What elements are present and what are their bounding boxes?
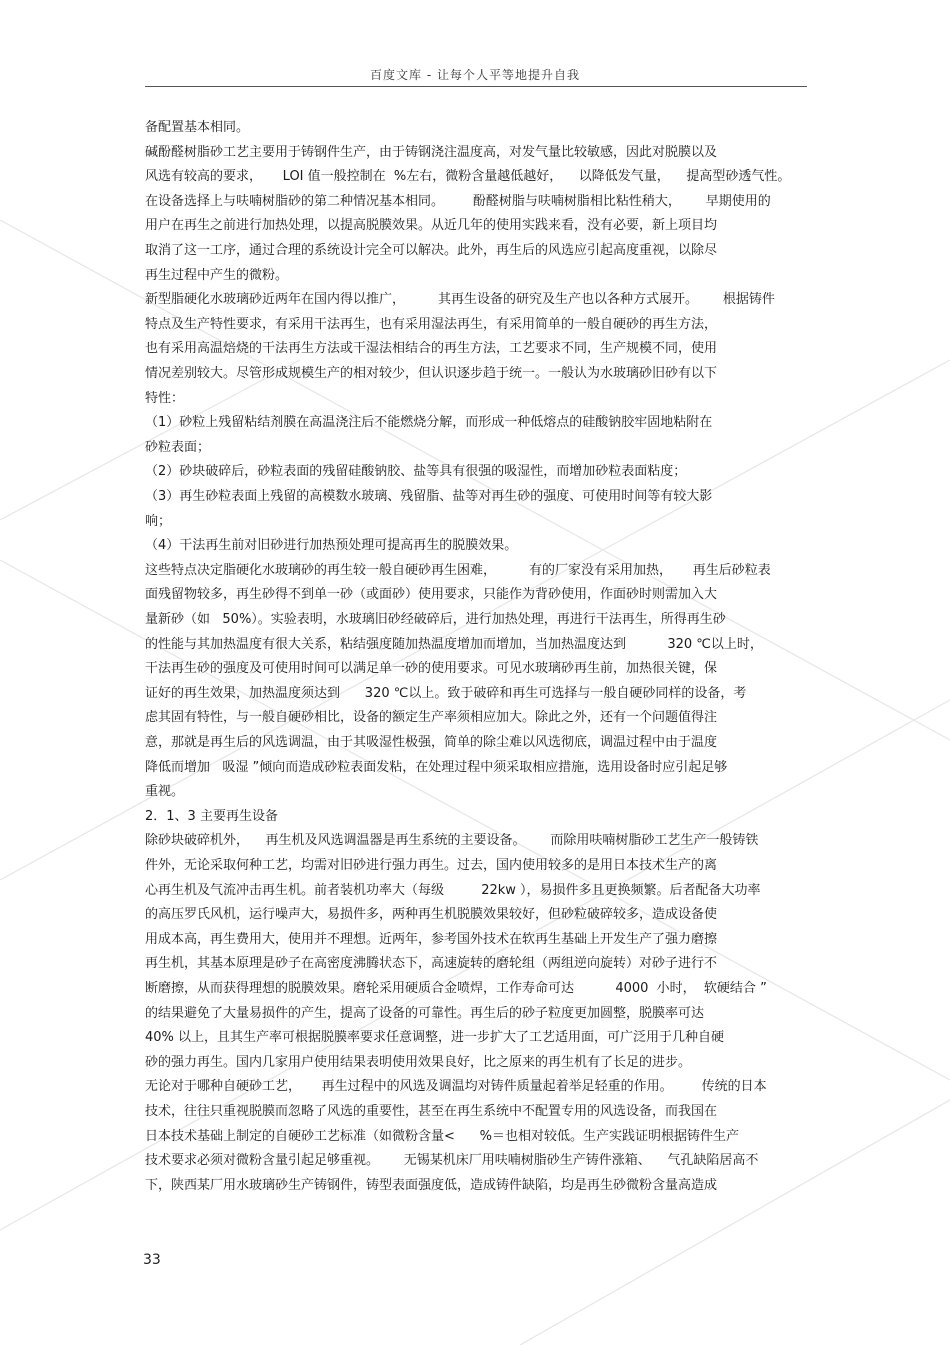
text-line: 响； xyxy=(145,513,172,529)
header-rule xyxy=(145,86,807,87)
text-line: 量新砂（如 50%）。实验表明，水玻璃旧砂经破碎后，进行加热处理，再进行干法再生，所得再生砂 xyxy=(145,612,726,627)
text-line: 技术要求必须对微粉含量引起足够重视。 无锡某机床厂用呋喃树脂砂生产铸件涨箱、 气孔缺陷居高不 xyxy=(145,1153,759,1169)
text-line: 除砂块破碎机外， 再生机及风选调温器是再生系统的主要设备。 而除用呋喃树脂砂工艺生产一般铸铁 xyxy=(145,833,759,849)
text-line: 心再生机及气流冲击再生机。前者装机功率大（每级 22kw ），易损件多且更换频繁。后者配备大功率 xyxy=(145,882,761,898)
text-line: 2．1、3 主要再生设备 xyxy=(145,808,278,824)
text-line: 风选有较高的要求， LOI 值一般控制在 %左右，微粉含量越低越好， 以降低发气量， 提高型砂透气性。 xyxy=(145,169,791,185)
text-line: 重视。 xyxy=(145,784,185,800)
text-line: （3）再生砂粒表面上残留的高模数水玻璃、残留脂、盐等对再生砂的强度、可使用时间等有较大影 xyxy=(145,489,713,504)
text-line: 新型脂硬化水玻璃砂近两年在国内得以推广， 其再生设备的研究及生产也以各种方式展开。 根据铸件 xyxy=(145,292,775,308)
text-line: 这些特点决定脂硬化水玻璃砂的再生较一般自硬砂再生困难， 有的厂家没有采用加热， 再生后砂粒表 xyxy=(145,562,771,578)
text-line: 备配置基本相同。 xyxy=(145,120,250,135)
text-line: （2）砂块破碎后，砂粒表面的残留硅酸钠胶、盐等具有很强的吸湿性，而增加砂粒表面粘度； xyxy=(145,464,687,480)
text-line: 的高压罗氏风机，运行噪声大，易损件多，两种再生机脱膜效果较好，但砂粒破碎较多，造成设备使 xyxy=(145,907,718,923)
text-line: 无论对于哪种自硬砂工艺， 再生过程中的风选及调温均对铸件质量起着举足轻重的作用。 传统的日本 xyxy=(145,1079,767,1095)
text-line: 的性能与其加热温度有很大关系，粘结强度随加热温度增加而增加，当加热温度达到 320 ℃以上时， xyxy=(145,636,763,652)
text-line: 在设备选择上与呋喃树脂砂的第二种情况基本相同。 酚醛树脂与呋喃树脂相比粘性稍大， 早期使用的 xyxy=(145,193,771,209)
text-line: 断磨擦，从而获得理想的脱膜效果。磨轮采用硬质合金喷焊，工作寿命可达 4000 小时， 软硬结合 ” xyxy=(145,981,767,996)
text-line: 日本技术基础上制定的自硬砂工艺标准（如微粉含量< %＝也相对较低。生产实践证明根据铸件生产 xyxy=(145,1128,740,1144)
text-line: 技术，往往只重视脱膜而忽略了风选的重要性，甚至在再生系统中不配置专用的风选设备，而我国在 xyxy=(145,1104,718,1119)
text-line: 砂粒表面； xyxy=(145,439,211,455)
text-line: 再生机，其基本原理是砂子在高密度沸腾状态下，高速旋转的磨轮组（两组逆向旋转）对砂子进行不 xyxy=(145,956,718,972)
text-line: 砂的强力再生。国内几家用户使用结果表明使用效果良好，比之原来的再生机有了长足的进步。 xyxy=(145,1054,692,1070)
text-line: 再生过程中产生的微粉。 xyxy=(145,267,289,283)
text-line: 面残留物较多，再生砂得不到单一砂（或面砂）使用要求，只能作为背砂使用，作面砂时则需加入大 xyxy=(145,587,718,603)
text-line: 用户在再生之前进行加热处理，以提高脱膜效果。从近几年的使用实践来看，没有必要，新上项目均 xyxy=(145,218,718,234)
text-line: 意，那就是再生后的风选调温，由于其吸湿性极强，简单的除尘难以风选彻底，调温过程中由于温度 xyxy=(145,735,718,750)
text-line: 虑其固有特性，与一般自硬砂相比，设备的额定生产率须相应加大。除此之外，还有一个问题值得注 xyxy=(145,710,718,726)
text-line: （4）干法再生前对旧砂进行加热预处理可提高再生的脱膜效果。 xyxy=(145,538,518,554)
text-line: 下，陕西某厂用水玻璃砂生产铸钢件，铸型表面强度低，造成铸件缺陷，均是再生砂微粉含量高造成 xyxy=(145,1177,718,1193)
text-line: 用成本高，再生费用大，使用并不理想。近两年，参考国外技术在软再生基础上开发生产了强力磨擦 xyxy=(145,931,718,947)
text-line: 碱酚醛树脂砂工艺主要用于铸钢件生产，由于铸钢浇注温度高，对发气量比较敏感，因此对脱膜以及 xyxy=(145,144,718,160)
text-line: 件外，无论采取何种工艺，均需对旧砂进行强力再生。过去，国内使用较多的是用日本技术生产的离 xyxy=(145,858,718,873)
text-line: 特性： xyxy=(145,390,185,406)
text-line: 特点及生产特性要求，有采用干法再生，也有采用湿法再生，有采用简单的一般自硬砂的再生方法， xyxy=(145,316,718,332)
text-line: 40% 以上，且其生产率可根据脱膜率要求任意调整，进一步扩大了工艺适用面，可广泛用于几种自硬 xyxy=(145,1030,725,1046)
text-line: 证好的再生效果，加热温度须达到 320 ℃以上。致于破碎和再生可选择与一般自硬砂同样的设备，考 xyxy=(145,685,747,701)
page-header: 百度文库 - 让每个人平等地提升自我 xyxy=(370,68,580,82)
text-line: 的结果避免了大量易损件的产生，提高了设备的可靠性。再生后的砂子粒度更加圆整，脱膜率可达 xyxy=(145,1005,705,1021)
text-line: 取消了这一工序，通过合理的系统设计完全可以解决。此外，再生后的风选应引起高度重视，以除尽 xyxy=(145,243,718,258)
page-number: 33 xyxy=(143,1252,161,1268)
text-line: 也有采用高温焙烧的干法再生方法或干湿法相结合的再生方法，工艺要求不同，生产规模不同，使用 xyxy=(145,341,718,357)
text-line: 降低而增加 吸湿 ”倾向而造成砂粒表面发粘，在处理过程中须采取相应措施，选用设备时应引起足够 xyxy=(145,759,728,775)
text-line: 情况差别较大。尽管形成规模生产的相对较少，但认识逐步趋于统一。一般认为水玻璃砂旧砂有以下 xyxy=(145,366,718,381)
text-line: 干法再生砂的强度及可使用时间可以满足单一砂的使用要求。可见水玻璃砂再生前，加热很关键，保 xyxy=(145,661,718,677)
text-line: （1）砂粒上残留粘结剂膜在高温浇注后不能燃烧分解，而形成一种低熔点的硅酸钠胶牢固地粘附在 xyxy=(145,415,713,431)
